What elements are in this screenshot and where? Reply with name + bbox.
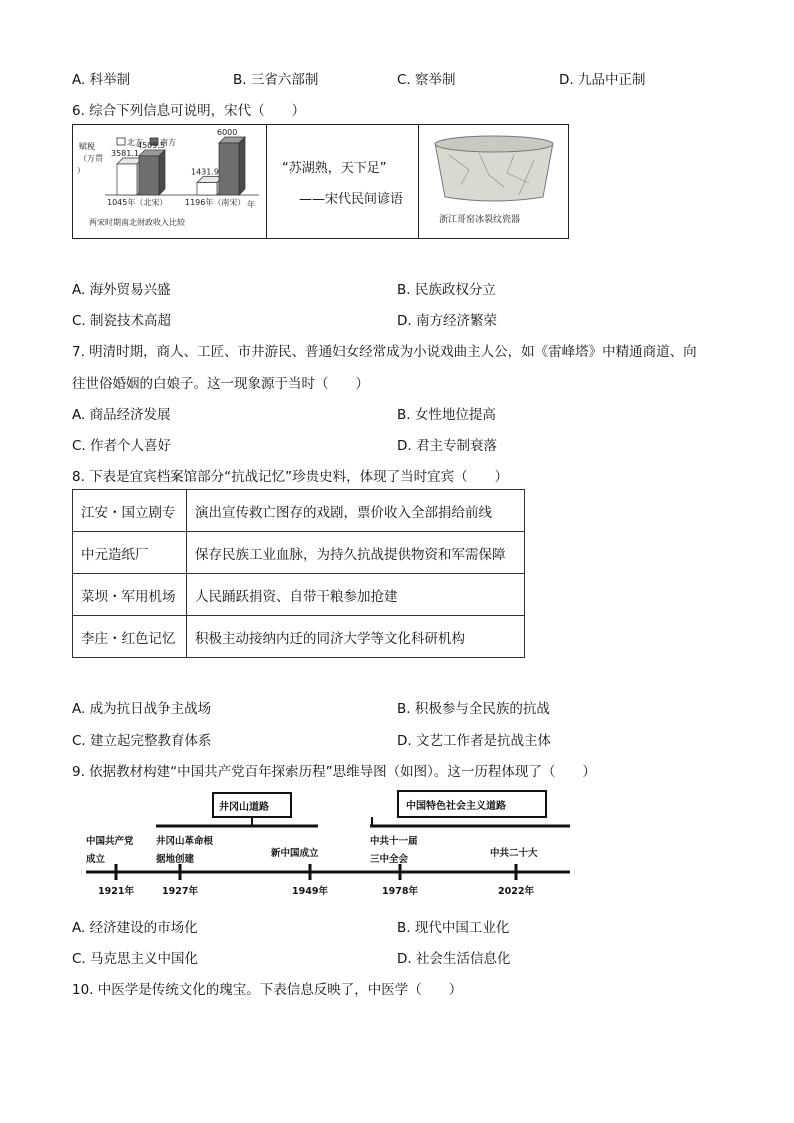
legend-north-label: 北方 [127, 138, 143, 147]
option-letter: B. [397, 282, 411, 298]
table-cell-place: 菜坝・军用机场 [73, 574, 187, 616]
option-letter: C. [72, 733, 86, 749]
q7-stem-line1: 7. 明清时期，商人、工匠、市井游民、普通妇女经常成为小说戏曲主人公，如《雷峰塔》中精通商道、向 [72, 344, 697, 360]
q8-option-d[interactable] [397, 729, 551, 749]
table-cell-content: 人民踊跃捐资、自带干粮参加抢建 [187, 574, 525, 616]
option-text: 女性地位提高 [414, 407, 496, 423]
chart-title: 两宋时期南北财政收入比较 [89, 218, 185, 227]
table-cell-place: 李庄・红色记忆 [73, 616, 187, 658]
q5-option-b[interactable] [233, 68, 318, 88]
timeline-event-label: 中国共产党 [86, 836, 134, 847]
option-letter: C. [72, 438, 86, 454]
q8-option-b[interactable] [397, 697, 550, 717]
porcelain-rim [435, 136, 553, 152]
timeline-event-label: 成立 [86, 854, 106, 865]
option-text: 经济建设的市场化 [89, 920, 198, 936]
timeline-event-label: 据地创建 [156, 854, 195, 865]
option-text: 海外贸易兴盛 [89, 282, 171, 298]
timeline-event-label: 中共二十大 [490, 848, 538, 859]
option-letter: A. [72, 920, 86, 936]
bar-side [159, 150, 165, 195]
q6-option-c[interactable] [72, 309, 171, 329]
q10-stem: 10. 中医学是传统文化的瑰宝。下表信息反映了，中医学（ ） [72, 982, 463, 998]
option-letter: C. [72, 951, 86, 967]
table-row [73, 574, 525, 616]
table-cell-place: 中元造纸厂 [73, 532, 187, 574]
q9-mind-map [78, 788, 578, 900]
q8-table [72, 489, 525, 658]
bar-value-label: 4509.5 [137, 140, 165, 150]
bar-北方-0 [117, 164, 137, 195]
option-text: 南方经济繁荣 [415, 313, 497, 329]
option-text: 君主专制衰落 [415, 438, 497, 454]
q9-option-c[interactable] [72, 947, 198, 967]
option-letter: A. [72, 72, 86, 88]
q8-stem: 8. 下表是宜宾档案馆部分“抗战记忆”珍贵史料，体现了当时宜宾（ ） [72, 469, 509, 485]
timeline-event-label: 井冈山革命根 [156, 836, 214, 847]
q5-option-a[interactable] [72, 68, 130, 88]
option-text: 商品经济发展 [89, 407, 171, 423]
option-text: 文艺工作者是抗战主体 [415, 733, 551, 749]
timeline-event-label: 新中国成立 [271, 848, 319, 859]
table-cell-content: 演出宣传救亡图存的戏剧，票价收入全部捐给前线 [187, 490, 525, 532]
q6-option-d[interactable] [397, 309, 497, 329]
bar-side [239, 137, 245, 195]
table-row [73, 532, 525, 574]
legend-north-swatch [117, 138, 125, 145]
timeline-event-label: 中共十一届 [370, 836, 418, 847]
option-letter: D. [397, 733, 412, 749]
table-cell-place: 江安・国立剧专 [73, 490, 187, 532]
q6-option-a[interactable] [72, 278, 171, 298]
y-axis-label-part: 赋税 [79, 142, 95, 151]
q9-option-b[interactable] [397, 916, 509, 936]
timeline-year: 1949年 [292, 886, 328, 897]
option-letter: A. [72, 282, 86, 298]
bar-value-label: 6000 [217, 128, 238, 137]
timeline-year: 1978年 [382, 886, 418, 897]
table-row [73, 616, 525, 658]
timeline-year: 1927年 [162, 886, 198, 897]
option-letter: A. [72, 701, 86, 717]
option-letter: D. [397, 313, 412, 329]
q6-figure-box [72, 124, 569, 239]
x-axis-unit: 年 [247, 200, 255, 209]
bar-value-label: 3581.1 [111, 148, 139, 158]
bar-南方-1 [219, 143, 239, 195]
table-cell-content: 保存民族工业血脉，为持久抗战提供物资和军需保障 [187, 532, 525, 574]
option-letter: B. [233, 72, 247, 88]
table-row [73, 490, 525, 532]
q8-option-a[interactable] [72, 697, 211, 717]
q8-option-c[interactable] [72, 729, 212, 749]
option-text: 制瓷技术高超 [90, 313, 172, 329]
q7-option-d[interactable] [397, 434, 497, 454]
q6-option-b[interactable] [397, 278, 496, 298]
bar-南方-0 [139, 156, 159, 195]
q9-stem: 9. 依据教材构建“中国共产党百年探索历程”思维导图（如图）。这一历程体现了（ ） [72, 764, 596, 780]
q7-option-c[interactable] [72, 434, 171, 454]
q6-image-caption: 浙江哥窑冰裂纹瓷器 [439, 215, 521, 225]
option-text: 九品中正制 [577, 72, 646, 88]
option-text: 现代中国工业化 [414, 920, 510, 936]
box-left-label: 井冈山道路 [219, 802, 269, 813]
option-letter: B. [397, 701, 411, 717]
legend-south-label: 南方 [160, 138, 176, 147]
option-text: 社会生活信息化 [415, 951, 511, 967]
q5-option-c[interactable] [397, 68, 456, 88]
option-letter: D. [397, 951, 412, 967]
x-category-1: 1045年（北宋） [107, 198, 168, 207]
q9-option-a[interactable] [72, 916, 198, 936]
q6-bar-chart [73, 125, 265, 238]
q5-option-d[interactable] [559, 68, 645, 88]
option-text: 成为抗日战争主战场 [89, 701, 212, 717]
q9-option-d[interactable] [397, 947, 510, 967]
table-cell-content: 积极主动接纳内迁的同济大学等文化科研机构 [187, 616, 525, 658]
option-letter: D. [559, 72, 574, 88]
timeline-event-label: 三中全会 [370, 854, 409, 865]
option-text: 积极参与全民族的抗战 [414, 701, 550, 717]
box-right-label: 中国特色社会主义道路 [406, 801, 506, 812]
x-category-2: 1196年（南宋） [185, 198, 246, 207]
option-letter: B. [397, 920, 411, 936]
option-text: 三省六部制 [250, 72, 319, 88]
y-axis-label-part: ） [77, 166, 85, 175]
bar-value-label: 1431.9 [191, 167, 219, 177]
q6-porcelain-image [419, 125, 569, 238]
q7-option-a[interactable] [72, 403, 171, 423]
q6-saying-source: ——宋代民间谚语 [299, 192, 404, 207]
option-letter: B. [397, 407, 411, 423]
q6-saying: “苏湖熟，天下足” [282, 161, 387, 176]
q7-option-b[interactable] [397, 403, 496, 423]
bar-北方-1 [197, 183, 217, 195]
divider [266, 125, 267, 238]
q6-stem: 6. 综合下列信息可说明，宋代（ ） [72, 103, 306, 119]
timeline-year: 2022年 [498, 886, 534, 897]
option-text: 民族政权分立 [414, 282, 496, 298]
option-letter: C. [72, 313, 86, 329]
option-letter: C. [397, 72, 411, 88]
y-axis-label-part: （万贯 [79, 154, 103, 163]
option-text: 科举制 [89, 72, 131, 88]
option-text: 察举制 [415, 72, 456, 88]
option-text: 建立起完整教育体系 [90, 733, 212, 749]
option-text: 作者个人喜好 [90, 438, 172, 454]
option-text: 马克思主义中国化 [90, 951, 199, 967]
option-letter: A. [72, 407, 86, 423]
option-letter: D. [397, 438, 412, 454]
q7-stem-line2: 往世俗婚姻的白娘子。这一现象源于当时（ ） [72, 376, 369, 392]
timeline-year: 1921年 [98, 886, 134, 897]
